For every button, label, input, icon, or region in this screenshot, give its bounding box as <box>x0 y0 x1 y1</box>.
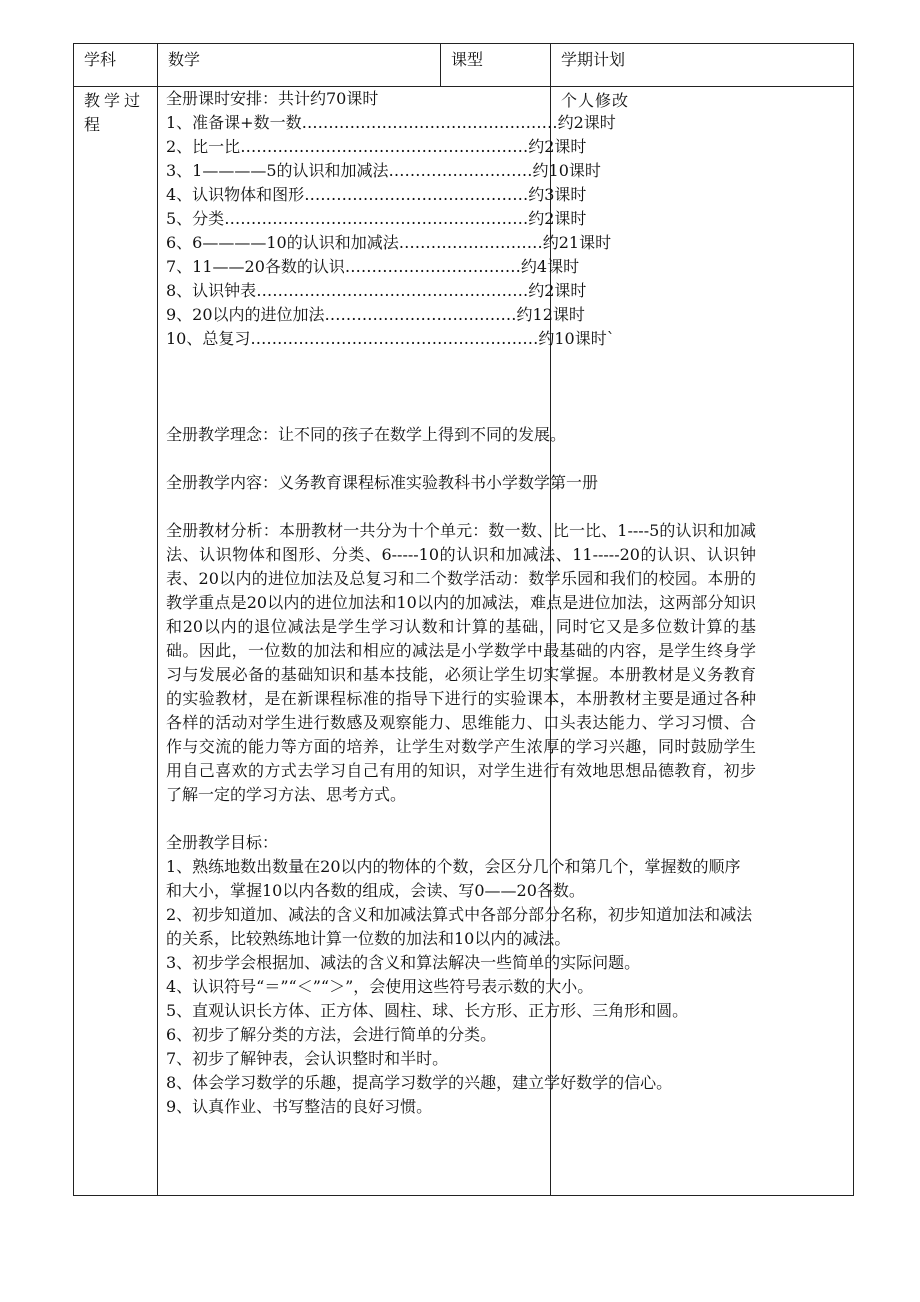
schedule-item-name: 8、认识钟表 <box>166 281 257 300</box>
schedule-item-hours: 约2课时 <box>528 281 587 300</box>
schedule-item-hours: 约2课时 <box>528 209 587 228</box>
schedule-item-name: 1、准备课+数一数 <box>166 113 302 132</box>
schedule-item-hours: 约2课时 <box>528 137 587 156</box>
schedule-item-name: 9、20以内的进位加法 <box>166 305 325 324</box>
schedule-item-name: 2、比一比 <box>166 137 241 156</box>
schedule-item-hours: 约2课时 <box>557 113 616 132</box>
schedule-item-leader: …………………………………… <box>304 185 529 204</box>
schedule-item-leader: …………………………………………… <box>256 281 529 300</box>
schedule-item-leader: ……………………………………………… <box>240 137 529 156</box>
schedule-item-leader: …………………………… <box>344 257 521 276</box>
subject-value: 数学 <box>158 44 441 87</box>
schedule-title: 全册课时安排：共计约70课时 <box>166 89 379 108</box>
schedule-item-leader: ……………………… <box>388 161 533 180</box>
lesson-plan-table <box>73 43 854 1196</box>
schedule-item-leader: ………………………………………… <box>301 113 558 132</box>
schedule-item-name: 10、总复习 <box>166 329 251 348</box>
textbook-analysis: 全册教材分析：本册教材一共分为十个单元：数一数、比一比、1----5的认识和加减法、认识物体和图形、分类、6-----10的认识和加减法、11-----20的认识、认识钟表、20以内的进位加法及总复习和二个数学活动：数学乐园和我们的校园。本册的教学重点是20以内的进位加法和10以内的加减法，难点是进位加法，这两部分知识和20以内的退位减法是学生学习认数和计算的基础，同时它又是多位数计算的基础。因此，一位数的加法和相应的减法是小学数学中最基础的内容，是学生终身学习与发展必备的基础知识和基本技能，必须让学生切实掌握。本册教材是义务教育的实验教材，是在新课程标准的指导下进行的实验课本，本册教材主要是通过各种各样的活动对学生进行数感及观察能力、思维能力、口头表达能力、学习习惯、合作与交流的能力等方面的培养，让学生对数学产生浓厚的学习兴趣，同时鼓励学生用自己喜欢的方式去学习自己有用的知识，对学生进行有效地思想品德教育，初步了解一定的学习方法、思考方式。 <box>166 521 756 804</box>
goal-item: 9、认真作业、书写整洁的良好习惯。 <box>166 1097 433 1116</box>
header-row <box>74 44 854 87</box>
schedule-item-leader: ………………………………………………… <box>224 209 529 228</box>
teaching-philosophy: 全册教学理念：让不同的孩子在数学上得到不同的发展。 <box>166 425 567 444</box>
goals-title: 全册教学目标： <box>166 833 279 852</box>
goal-item: 1、熟练地数出数量在20以内的物体的个数，会区分几个和第几个，掌握数的顺序和大小，掌握10以内各数的组成，会读、写0——20各数。 <box>166 857 741 900</box>
goal-item: 2、初步知道加、减法的含义和加减法算式中各部分部分名称，初步知道加法和减法的关系，比较熟练地计算一位数的加法和10以内的减法。 <box>166 905 753 948</box>
lesson-type-value: 学期计划 <box>551 44 854 87</box>
teaching-process-row <box>74 87 854 1196</box>
schedule-item-hours: 约3课时 <box>528 185 587 204</box>
schedule-item-hours: 约12课时 <box>516 305 585 324</box>
teaching-content: 全册教学内容：义务教育课程标准实验教科书小学数学第一册 <box>166 473 599 492</box>
goal-item: 6、初步了解分类的方法，会进行简单的分类。 <box>166 1025 497 1044</box>
schedule-item-name: 3、1————5的认识和加减法 <box>166 161 389 180</box>
subject-label: 学科 <box>74 44 158 87</box>
schedule-item-leader: ……………………………… <box>324 305 517 324</box>
schedule-item-hours: 约10课时 <box>532 161 601 180</box>
goal-item: 8、体会学习数学的乐趣，提高学习数学的兴趣，建立学好数学的信心。 <box>166 1073 673 1092</box>
goal-item: 5、直观认识长方体、正方体、圆柱、球、长方形、正方形、三角形和圆。 <box>166 1001 689 1020</box>
schedule-item-leader: ……………………… <box>398 233 543 252</box>
schedule-item-name: 5、分类 <box>166 209 225 228</box>
schedule-item-hours: 约21课时 <box>542 233 612 252</box>
personal-revision-column: 个人修改 <box>551 87 854 1196</box>
schedule-item-name: 6、6————10的认识和加减法 <box>166 233 399 252</box>
schedule-item-hours: 约4课时 <box>520 257 580 276</box>
schedule-item-hours: 约10课时` <box>538 329 615 348</box>
schedule-item-name: 4、认识物体和图形 <box>166 185 305 204</box>
goal-item: 3、初步学会根据加、减法的含义和算法解决一些简单的实际问题。 <box>166 953 641 972</box>
schedule-item-name: 7、11——20各数的认识 <box>166 257 345 276</box>
goal-item: 4、认识符号“＝”“＜”“＞”，会使用这些符号表示数的大小。 <box>166 977 594 996</box>
lesson-type-label: 课型 <box>441 44 551 87</box>
teaching-process-label: 教学过程 <box>74 87 158 1196</box>
goal-item: 7、初步了解钟表，会认识整时和半时。 <box>166 1049 449 1068</box>
schedule-item-leader: ……………………………………………… <box>250 329 539 348</box>
